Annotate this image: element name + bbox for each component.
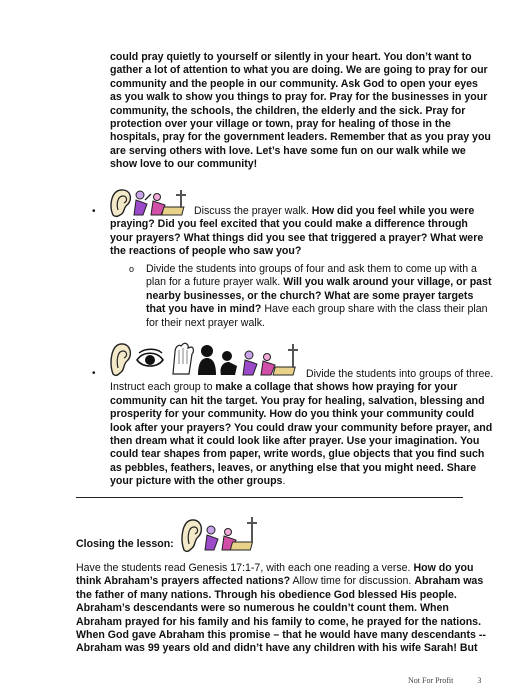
footer-label: Not For Profit (408, 676, 454, 685)
subbullet-paragraph (146, 263, 492, 330)
bullet-marker: • (92, 368, 96, 379)
closing-icons-group (180, 514, 264, 554)
subbullet-marker: o (129, 264, 135, 274)
ear-icon (182, 520, 201, 551)
closing-mid: Allow time for discussion. (290, 575, 415, 588)
closing-paragraph (76, 562, 494, 656)
bullet2-paragraph (110, 368, 494, 489)
closing-question: How do you think Abraham’s prayers affected nations? (76, 562, 474, 588)
page-footer (408, 676, 481, 685)
bullet2-tail: . (282, 475, 286, 488)
section-divider (76, 497, 463, 498)
bullet1-questions: How did you feel while you were praying? Did you feel excited that you could make a difference through your prayers? What things did you see that triggered a prayer? What were the reactions of people who saw you? (110, 205, 484, 258)
page-number: 3 (477, 676, 482, 685)
bullet-marker: • (92, 206, 96, 217)
bullet1-paragraph (110, 205, 492, 259)
closing-label: Closing the lesson: (76, 538, 174, 550)
subbullet-tail: Have each group share with the class their plan for their next prayer walk. (146, 303, 488, 329)
bible-cross-icon (230, 517, 257, 550)
intro-paragraph (110, 51, 492, 172)
subbullet-lead: Divide the students into groups of four and ask them to come up with a plan for a future prayer walk. (146, 263, 477, 289)
bullet1-lead: Discuss the prayer walk. (194, 205, 312, 217)
closing-lead: Have the students read Genesis 17:1-7, with each one reading a verse. (76, 562, 414, 574)
bullet2-lead: Divide the students into groups of three. Instruct each group to (110, 368, 494, 394)
subbullet-questions: Will you walk around your village, or past nearby businesses, or the church? What are some prayer targets that you have in mind? (146, 276, 492, 316)
bullet2-instructions: make a collage that shows how praying for your community can hit the target. You pray for healing, salvation, blessing and prosperity for your community. How do you think your community could look after your prayers? You could draw your community before prayer, and then dream what it could look like after prayer. Use your imagination. You could tear shapes from paper, write words, glue objects that you find such as pebbles, feathers, leaves, or anything else that you might need. Share your picture with the other groups (110, 381, 493, 488)
eye-icon (137, 349, 163, 366)
closing-explanation: Abraham was the father of many nations. Through his obedience God blessed His people. Abraham’s descendants were so numerous he couldn’t count them. When Abraham prayed for his family and his family to come, he prayed for the nations. When God gave Abraham this promise – that he would have many descendants -- Abraham was 99 years old and didn’t have any children with his wife Sarah! But (76, 575, 486, 655)
intro-text: could pray quietly to yourself or silently in your heart. You don’t want to gather a lot of attention to what you are doing. We are going to pray for our community and the people in our community. Ask God to open your eyes as you walk to show you things to pray for. Pray for the businesses in your community, the schools, the children, the elderly and the sick. Pray for protection over your village or town, pray for healing of those in the hospitals, pray for the government leaders. Remember that as you pray you are serving others with love. Let’s have some fun on our walk while we show love to our community! (110, 51, 491, 171)
closing-heading (76, 538, 174, 551)
praying-person-icon (205, 526, 218, 550)
